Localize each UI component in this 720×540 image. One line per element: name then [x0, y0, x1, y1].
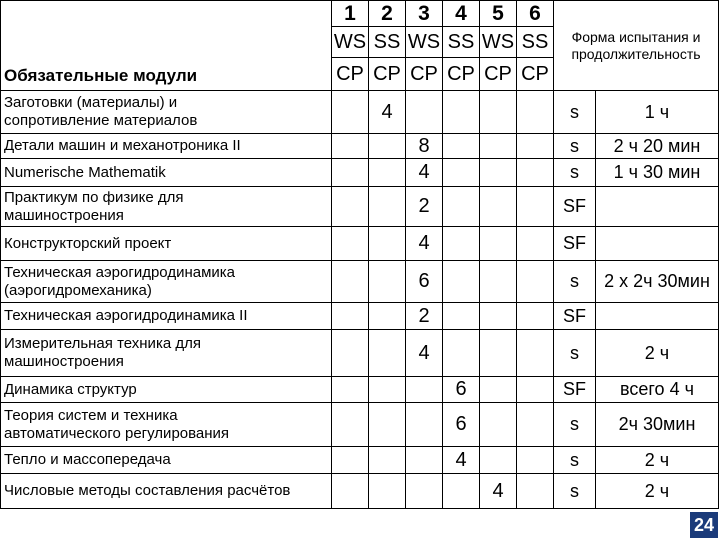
semester-cell	[332, 377, 369, 403]
semester-number: 5	[480, 1, 517, 27]
credit-points-value: 4	[369, 91, 406, 134]
module-name-line1: Числовые методы составления расчётов	[4, 482, 291, 499]
exam-form: s	[554, 474, 596, 509]
semester-cell	[406, 377, 443, 403]
exam-form: SF	[554, 303, 596, 330]
semester-cell	[443, 159, 480, 187]
semester-cell	[517, 227, 554, 261]
credit-label: CP	[332, 58, 369, 91]
semester-cell	[443, 134, 480, 159]
module-name-cell	[1, 330, 332, 377]
semester-number: 1	[332, 1, 369, 27]
semester-cell	[480, 303, 517, 330]
table-row	[1, 227, 719, 261]
module-name-line2: машиностроения	[4, 353, 124, 370]
table-row	[1, 403, 719, 447]
credit-points-value: 4	[406, 227, 443, 261]
semester-cell	[369, 261, 406, 303]
module-name-line2: автоматического регулирования	[4, 424, 230, 442]
module-name-cell	[1, 474, 332, 509]
semester-cell	[406, 403, 443, 447]
modules-title: Обязательные модули	[1, 58, 332, 91]
semester-cell	[480, 227, 517, 261]
exam-duration: 2ч 30мин	[596, 403, 719, 447]
table-row	[1, 261, 719, 303]
season-label: SS	[443, 27, 480, 58]
semester-cell	[517, 159, 554, 187]
semester-cell	[369, 159, 406, 187]
credit-points-value: 2	[406, 303, 443, 330]
semester-cell	[480, 447, 517, 474]
table-row	[1, 474, 719, 509]
semester-cell	[369, 227, 406, 261]
credit-label: CP	[517, 58, 554, 91]
exam-form: SF	[554, 187, 596, 227]
semester-cell	[517, 134, 554, 159]
semester-cell	[332, 447, 369, 474]
semester-cell	[406, 474, 443, 509]
semester-cell	[369, 303, 406, 330]
semester-cell	[517, 377, 554, 403]
exam-form: s	[554, 159, 596, 187]
exam-duration: 2 ч	[596, 447, 719, 474]
exam-duration	[596, 227, 719, 261]
table-row	[1, 134, 719, 159]
exam-form: s	[554, 330, 596, 377]
semester-cell	[369, 377, 406, 403]
exam-duration: всего 4 ч	[596, 377, 719, 403]
module-name-cell	[1, 91, 332, 134]
table-row	[1, 330, 719, 377]
module-name-line1: Детали машин и механотроника II	[4, 137, 241, 154]
module-name-cell	[1, 447, 332, 474]
semester-cell	[332, 91, 369, 134]
credit-points-value: 4	[443, 447, 480, 474]
credit-label: CP	[369, 58, 406, 91]
exam-duration: 2 ч	[596, 474, 719, 509]
semester-cell	[517, 187, 554, 227]
semester-cell	[517, 91, 554, 134]
semester-cell	[369, 474, 406, 509]
exam-duration: 1 ч	[596, 91, 719, 134]
semester-cell	[443, 330, 480, 377]
module-name-line1: Практикум по физике для	[4, 188, 184, 206]
module-name-cell	[1, 159, 332, 187]
season-label: SS	[517, 27, 554, 58]
table-row	[1, 159, 719, 187]
semester-number: 3	[406, 1, 443, 27]
semester-cell	[332, 227, 369, 261]
credit-points-value: 4	[406, 159, 443, 187]
season-label: WS	[406, 27, 443, 58]
module-name-line1: Тепло и массопередача	[4, 451, 171, 468]
exam-duration: 1 ч 30 мин	[596, 159, 719, 187]
semester-cell	[332, 134, 369, 159]
exam-form-title-line2: продолжительность	[571, 45, 701, 62]
semester-cell	[406, 447, 443, 474]
page-number: 24	[693, 514, 715, 535]
semester-cell	[369, 187, 406, 227]
credit-label: CP	[406, 58, 443, 91]
module-name-line2: машиностроения	[4, 206, 124, 224]
season-label: WS	[332, 27, 369, 58]
credit-points-value: 4	[480, 474, 517, 509]
semester-cell	[332, 187, 369, 227]
semester-cell	[369, 447, 406, 474]
semester-cell	[406, 91, 443, 134]
semester-cell	[443, 261, 480, 303]
exam-duration	[596, 303, 719, 330]
semester-number: 6	[517, 1, 554, 27]
semester-cell	[443, 187, 480, 227]
module-name-line1: Динамика структур	[4, 380, 137, 398]
module-name-line1: Техническая аэрогидродинамика	[4, 263, 235, 281]
exam-duration: 2 ч	[596, 330, 719, 377]
header-blank	[1, 1, 332, 27]
semester-cell	[369, 403, 406, 447]
semester-cell	[480, 330, 517, 377]
semester-cell	[332, 330, 369, 377]
credit-points-value: 6	[443, 377, 480, 403]
semester-cell	[443, 227, 480, 261]
table-row	[1, 187, 719, 227]
module-name-line1: Заготовки (материалы) и	[4, 94, 178, 111]
exam-form: s	[554, 261, 596, 303]
table-row	[1, 91, 719, 134]
module-name-cell	[1, 134, 332, 159]
semester-cell	[480, 377, 517, 403]
module-name-line1: Техническая аэрогидродинамика II	[4, 307, 248, 324]
credit-points-value: 2	[406, 187, 443, 227]
semester-cell	[480, 159, 517, 187]
semester-cell	[369, 134, 406, 159]
exam-form-title-line1: Форма испытания и	[571, 28, 701, 45]
header-row-semesters	[1, 1, 719, 27]
module-name-line1: Numerische Mathematik	[4, 163, 166, 181]
exam-form: SF	[554, 227, 596, 261]
semester-cell	[480, 261, 517, 303]
semester-number: 2	[369, 1, 406, 27]
semester-cell	[332, 303, 369, 330]
semester-cell	[517, 330, 554, 377]
credit-points-value: 6	[406, 261, 443, 303]
module-name-cell	[1, 377, 332, 403]
module-name-line2: (аэрогидромеханика)	[4, 281, 152, 299]
semester-cell	[332, 403, 369, 447]
page-number-badge	[690, 512, 718, 538]
exam-form: s	[554, 91, 596, 134]
exam-form-title	[554, 1, 719, 91]
module-name-line1: Конструкторский проект	[4, 234, 172, 252]
exam-duration: 2 ч 20 мин	[596, 134, 719, 159]
semester-cell	[480, 187, 517, 227]
exam-form: SF	[554, 377, 596, 403]
credit-points-value: 4	[406, 330, 443, 377]
header-blank	[1, 27, 332, 58]
module-name-cell	[1, 303, 332, 330]
semester-cell	[443, 474, 480, 509]
module-name-cell	[1, 227, 332, 261]
exam-form: s	[554, 403, 596, 447]
table-row	[1, 303, 719, 330]
table-row	[1, 447, 719, 474]
exam-form: s	[554, 134, 596, 159]
credit-points-value: 6	[443, 403, 480, 447]
semester-cell	[332, 474, 369, 509]
credit-points-value: 8	[406, 134, 443, 159]
semester-cell	[517, 447, 554, 474]
exam-duration	[596, 187, 719, 227]
module-name-line1: Измерительная техника для	[4, 335, 201, 352]
semester-cell	[332, 159, 369, 187]
table-row	[1, 377, 719, 403]
semester-cell	[517, 403, 554, 447]
season-label: WS	[480, 27, 517, 58]
season-label: SS	[369, 27, 406, 58]
exam-duration: 2 x 2ч 30мин	[596, 261, 719, 303]
module-name-cell	[1, 261, 332, 303]
semester-cell	[369, 330, 406, 377]
semester-cell	[517, 474, 554, 509]
semester-number: 4	[443, 1, 480, 27]
module-name-line2: сопротивление материалов	[4, 112, 198, 129]
semester-cell	[517, 261, 554, 303]
credit-label: CP	[480, 58, 517, 91]
semester-cell	[480, 134, 517, 159]
exam-form: s	[554, 447, 596, 474]
semester-cell	[443, 303, 480, 330]
module-name-cell	[1, 403, 332, 447]
credit-label: CP	[443, 58, 480, 91]
semester-cell	[480, 91, 517, 134]
module-name-line1: Теория систем и техника	[4, 406, 178, 424]
semester-cell	[517, 303, 554, 330]
module-name-cell	[1, 187, 332, 227]
semester-cell	[480, 403, 517, 447]
semester-cell	[443, 91, 480, 134]
semester-cell	[332, 261, 369, 303]
